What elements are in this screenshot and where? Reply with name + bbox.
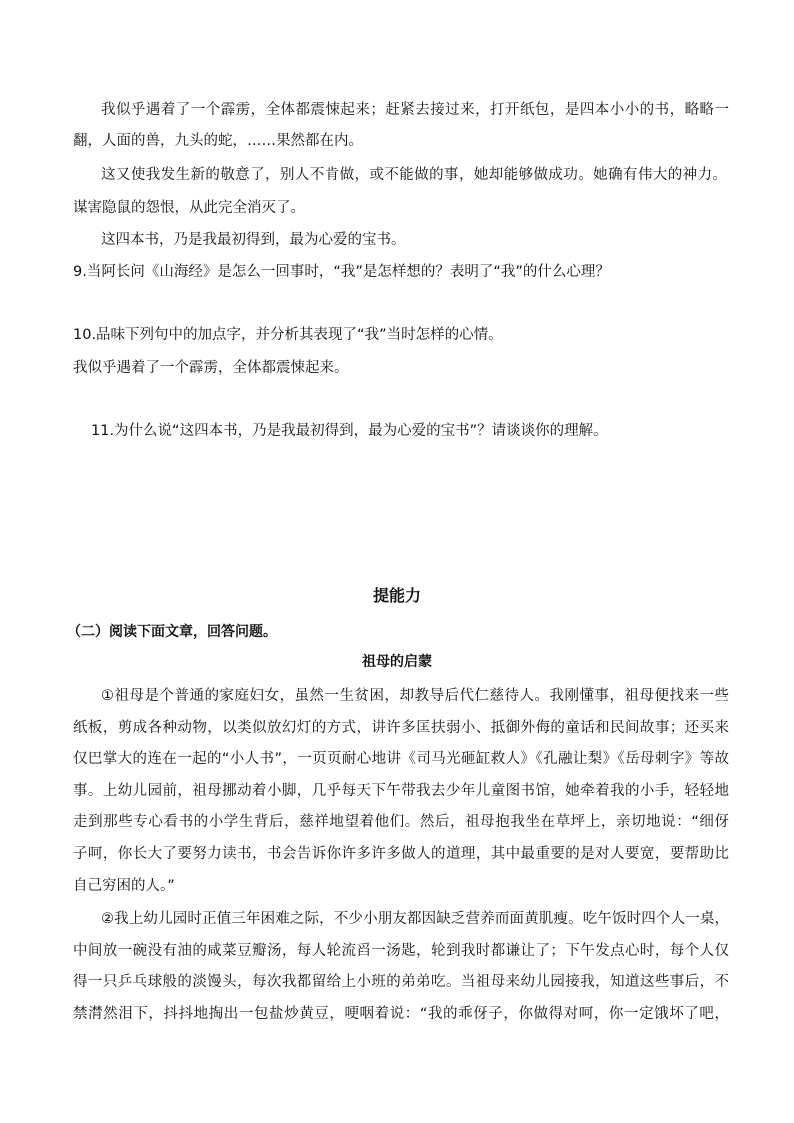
- question-10: 10.品味下列句中的加点字，并分析其表现了“我”当时怎样的心情。: [73, 327, 503, 343]
- passage-line: 我似乎遇着了一个霹雳，全体都震悚起来；赶紧去接过来，打开纸包，是四本小小的书，略略一: [101, 102, 729, 118]
- article-line: ②我上幼儿园时正值三年困难之际，不少小朋友都因缺乏营养而面黄肌瘦。吃午饭时四个人一桌，: [101, 911, 729, 927]
- question-11: 11.为什么说“这四本书，乃是我最初得到，最为心爱的宝书”？请谈谈你的理解。: [91, 423, 608, 439]
- passage-line: 这又使我发生新的敬意了，别人不肯做，或不能做的事，她却能够做成功。她确有伟大的神力。: [101, 167, 727, 183]
- question-10-sentence: 我似乎遇着了一个霹雳，全体都震悚起来。: [73, 360, 349, 376]
- article-line: 得一只乒乓球般的淡馒头，每次我都留给上小班的弟弟吃。当祖母来幼儿园接我，知道这些事后，不: [73, 974, 729, 990]
- article-line: 事。上幼儿园前，祖母挪动着小脚，几乎每天下午带我去少年儿童图书馆，她牵着我的小手，轻轻地: [73, 783, 729, 799]
- article-line: ①祖母是个普通的家庭妇女，虽然一生贫困，却教导后代仁慈待人。我刚懂事，祖母便找来一些: [101, 688, 729, 704]
- part-instruction: （二）阅读下面文章，回答问题。: [67, 624, 277, 640]
- article-line: 仅巴掌大的连在一起的“小人书”，一页页耐心地讲《司马光砸缸救人》《孔融让梨》《岳母刺字》等故: [73, 751, 729, 767]
- passage-line: 翻，人面的兽，九头的蛇，……果然都在内。: [73, 133, 363, 149]
- section-title: 提能力: [372, 586, 421, 605]
- article-line: 纸板，剪成各种动物，以类似放幻灯的方式，讲许多匡扶弱小、抵御外侮的童话和民间故事；还买来: [73, 720, 729, 736]
- question-9: 9.当阿长问《山海经》是怎么一回事时，“我”是怎样想的？表明了“我”的什么心理？: [73, 264, 610, 280]
- passage-line: 谋害隐鼠的怨恨，从此完全消灭了。: [73, 200, 305, 216]
- article-line: 中间放一碗没有油的咸菜豆瓣汤，每人轮流舀一汤匙，轮到我时都谦让了；下午发点心时，每个人仅: [73, 943, 729, 959]
- article-line: 自己穷困的人。”: [73, 878, 175, 894]
- passage-line: 这四本书，乃是我最初得到，最为心爱的宝书。: [101, 232, 406, 248]
- article-title: 祖母的启蒙: [362, 654, 432, 670]
- article-line: 禁潸然泪下，抖抖地掏出一包盐炒黄豆，哽咽着说：“我的乖伢子，你做得对呵，你一定饿坏了吧，: [73, 1006, 729, 1022]
- article-line: 走到那些专心看书的小学生背后，慈祥地望着他们。然后，祖母抱我坐在草坪上，亲切地说：“细伢: [73, 814, 729, 830]
- article-line: 子呵，你长大了要努力读书，书会告诉你许多许多做人的道理，其中最重要的是对人要宽，要帮助比: [73, 846, 729, 862]
